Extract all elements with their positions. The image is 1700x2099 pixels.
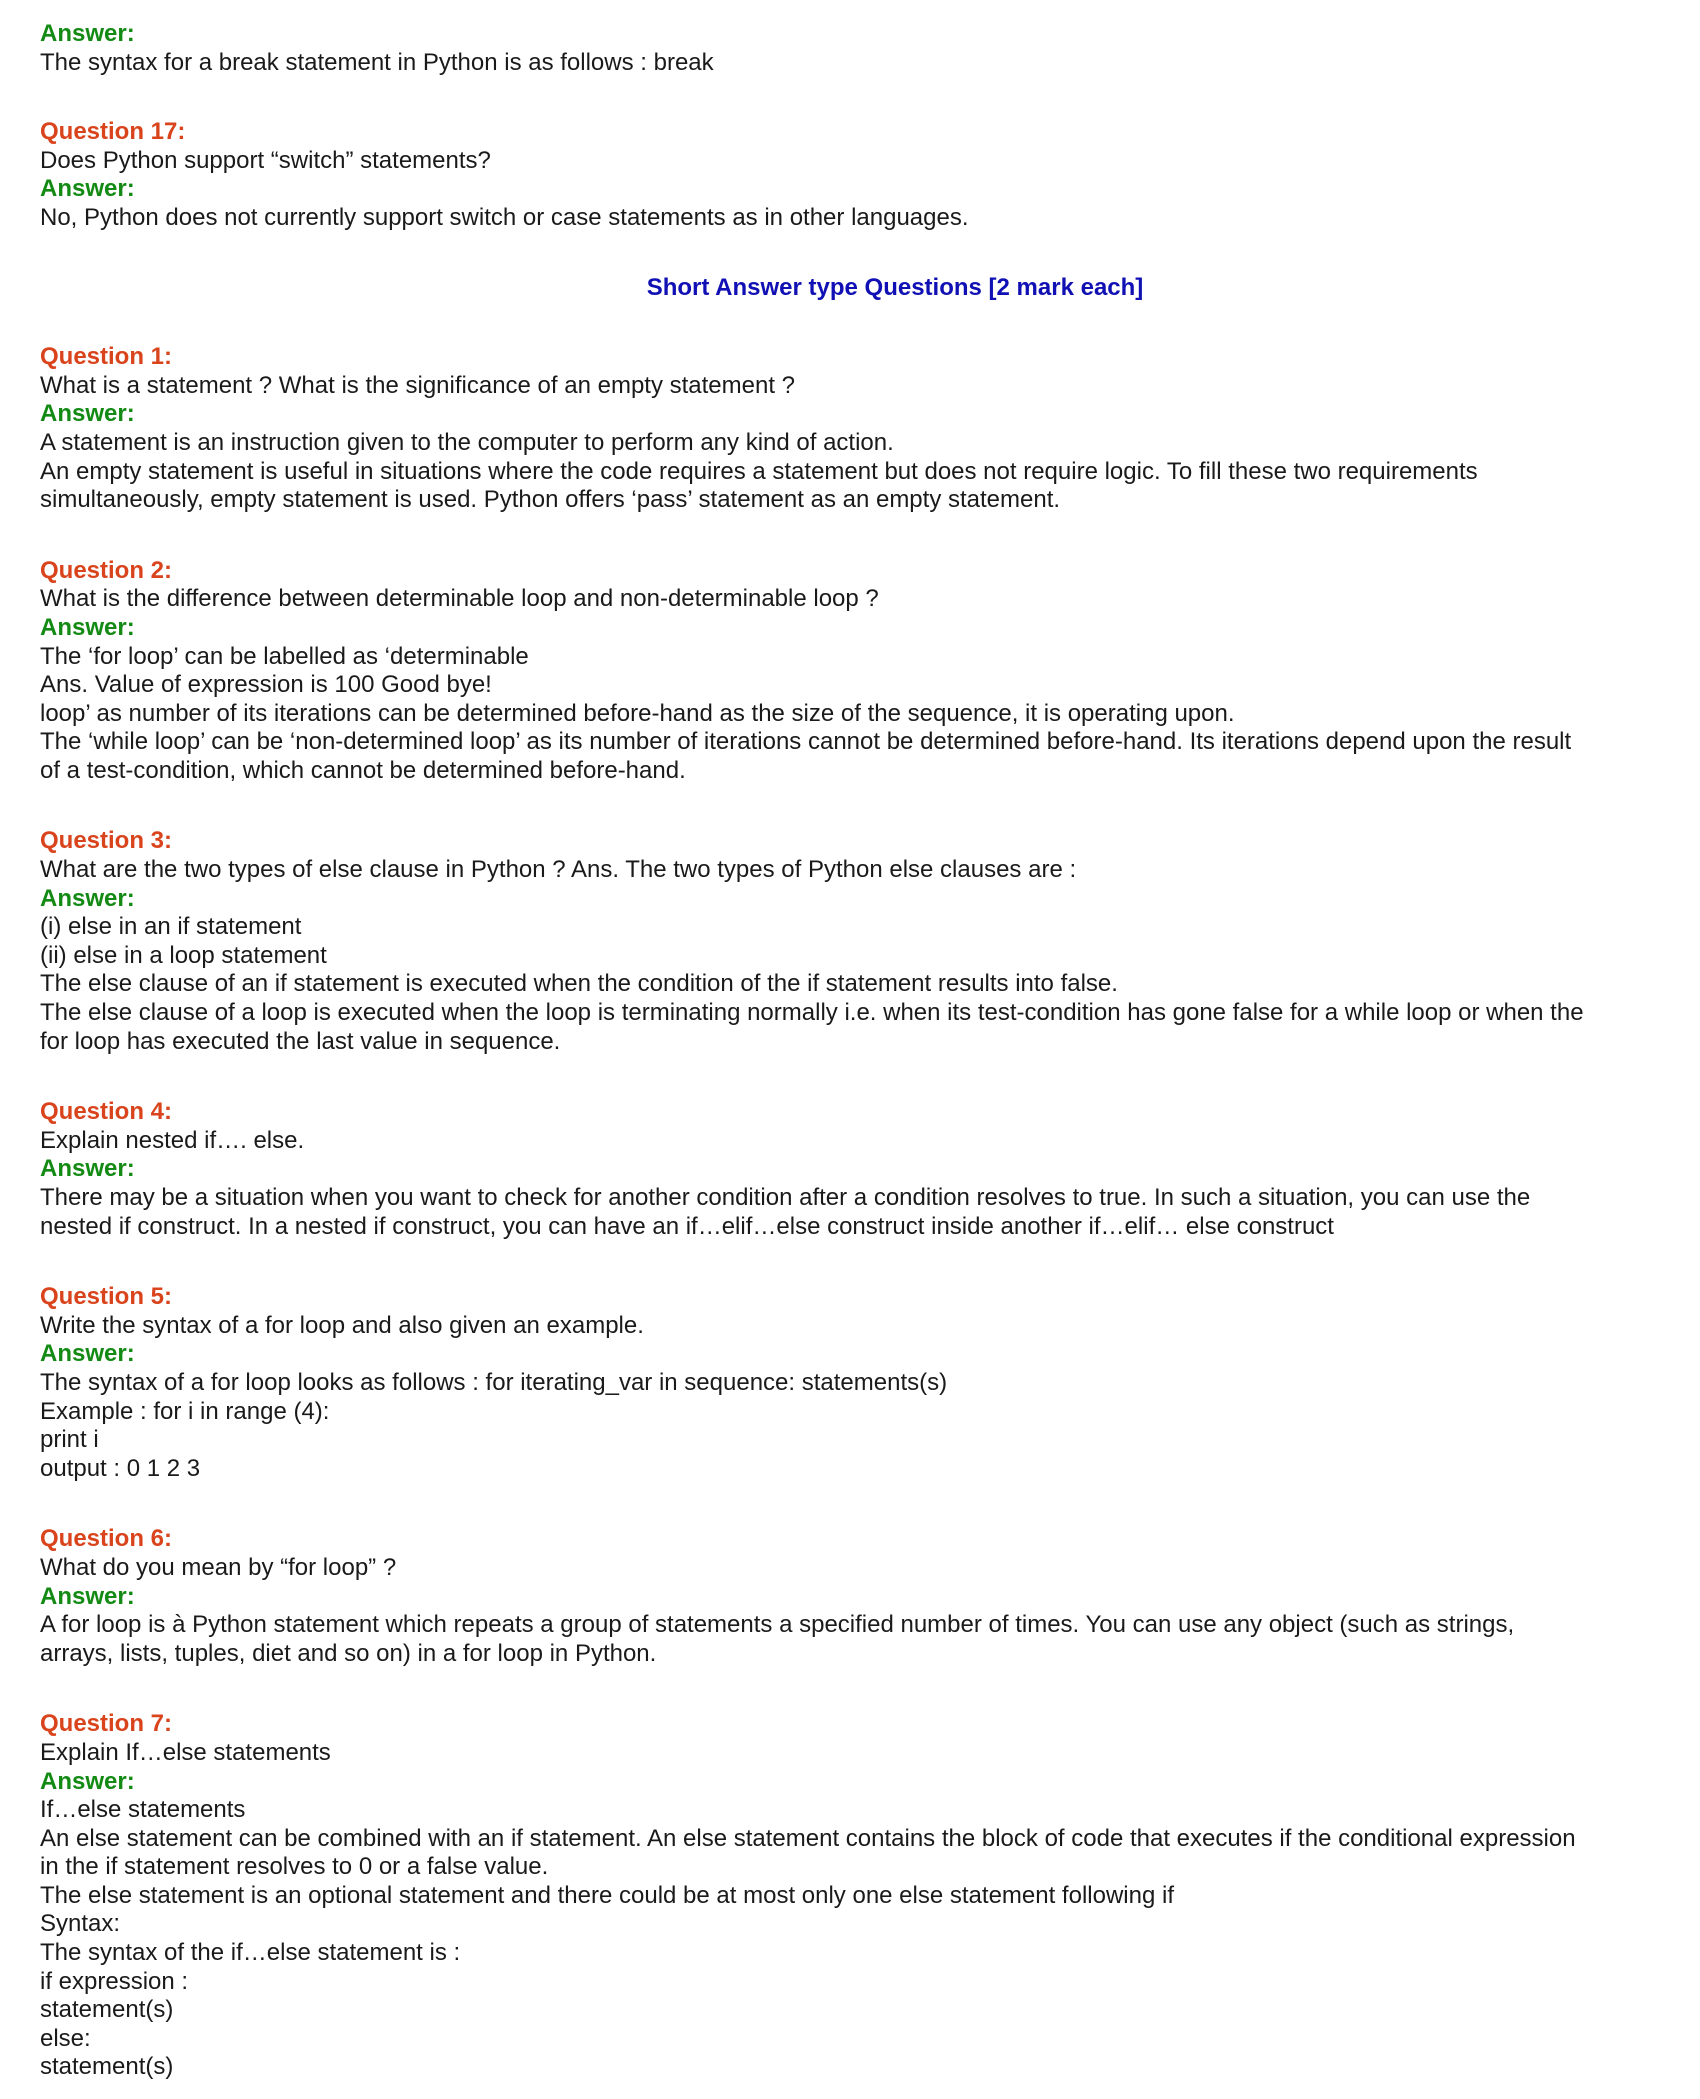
answer-label: Answer: [40,613,135,641]
question-label: Question 6: [40,1525,173,1553]
question-label: Question 2: [40,556,173,584]
question-7 [40,1710,1670,2082]
question-2 [40,557,1670,786]
answer-label: Answer: [40,1155,135,1183]
question-6 [40,1525,1670,1668]
answer-label: Answer: [40,1582,135,1610]
answer-line: The ‘while loop’ can be ‘non-determined loop’ as its number of iterations cannot be determined before-hand. Its iterations depend upon the result [40,728,1572,756]
answer-line: (i) else in an if statement [40,913,302,941]
question-text: What are the two types of else clause in Python ? Ans. The two types of Python else clauses are : [40,856,1077,884]
answer-label: Answer: [40,400,135,428]
answer-line: A statement is an instruction given to the computer to perform any kind of action. [40,428,894,456]
answer-label: Answer: [40,884,135,912]
answer-label: Answer: [40,1767,135,1795]
answer-line: The ‘for loop’ can be labelled as ‘determinable [40,642,529,670]
answer-line: in the if statement resolves to 0 or a false value. [40,1853,549,1881]
question-text: Write the syntax of a for loop and also given an example. [40,1311,644,1339]
question-label: Question 4: [40,1098,173,1126]
answer-line: else: [40,2024,91,2052]
answer-label: Answer: [40,175,135,203]
answer-line: There may be a situation when you want to check for another condition after a condition resolves to true. In such a situation, you can use the [40,1184,1531,1211]
answer-line: for loop has executed the last value in sequence. [40,1027,561,1055]
answer-line: An else statement can be combined with an if statement. An else statement contains the block of code that executes if the conditional expression [40,1824,1576,1852]
answer-line: of a test-condition, which cannot be determined before-hand. [40,756,686,784]
question-text: What do you mean by “for loop” ? [40,1553,397,1581]
answer-line: print i [40,1426,99,1454]
question-label: Question 7: [40,1710,173,1738]
answer-text: The syntax for a break statement in Python is as follows : break [40,48,714,76]
answer-label: Answer: [40,20,135,47]
answer-line: arrays, lists, tuples, diet and so on) in a for loop in Python. [40,1639,657,1667]
question-5 [40,1283,1670,1483]
answer-line: Syntax: [40,1910,121,1938]
answer-line: The else clause of a loop is executed when the loop is terminating normally i.e. when its test-condition has gone false for a while loop or when the [40,999,1584,1027]
answer-line: simultaneously, empty statement is used. Python offers ‘pass’ statement as an empty statement. [40,486,1061,514]
answer-line: nested if construct. In a nested if construct, you can have an if…elif…else construct inside another if…elif… else construct [40,1212,1334,1240]
question-text: Explain nested if…. else. [40,1126,305,1154]
section-title: Short Answer type Questions [2 mark each] [646,273,1144,301]
answer-line: The else clause of an if statement is executed when the condition of the if statement results into false. [40,970,1118,998]
answer-line: if expression : [40,1967,189,1995]
answer-line: An empty statement is useful in situations where the code requires a statement but does not require logic. To fill these two requirements [40,457,1478,485]
answer-line: The else statement is an optional statement and there could be at most only one else statement following if [40,1881,1174,1909]
question-text: What is the difference between determinable loop and non-determinable loop ? [40,585,879,613]
answer-line: Ans. Value of expression is 100 Good bye! [40,671,492,699]
answer-line: statement(s) [40,1996,174,2024]
answer-line: The syntax of the if…else statement is : [40,1939,461,1967]
question-3 [40,827,1670,1056]
question-label: Question 3: [40,827,173,855]
question-label: Question 1: [40,343,173,371]
answer-text: No, Python does not currently support switch or case statements as in other languages. [40,203,969,231]
answer-line: output : 0 1 2 3 [40,1454,201,1482]
question-label: Question 5: [40,1283,173,1311]
question-text: What is a statement ? What is the significance of an empty statement ? [40,371,796,399]
question-text: Explain If…else statements [40,1738,331,1766]
question-1 [40,343,1670,515]
question-4 [40,1098,1670,1241]
answer-line: A for loop is à Python statement which repeats a group of statements a specified number of times. You can use any object (such as strings, [40,1611,1515,1639]
answer-line: loop’ as number of its iterations can be determined before-hand as the size of the sequence, it is operating upon. [40,699,1235,727]
question-text: Does Python support “switch” statements? [40,146,491,174]
question-17 [40,118,1670,232]
answer-line: statement(s) [40,2053,174,2081]
answer-line: If…else statements [40,1796,246,1824]
answer-line: The syntax of a for loop looks as follows : for iterating_var in sequence: statements(s) [40,1368,948,1396]
question-16-answer [40,20,1670,77]
answer-line: Example : for i in range (4): [40,1397,330,1425]
document-page [40,20,1670,2082]
answer-label: Answer: [40,1340,135,1368]
answer-line: (ii) else in a loop statement [40,941,327,969]
question-label: Question 17: [40,118,186,146]
